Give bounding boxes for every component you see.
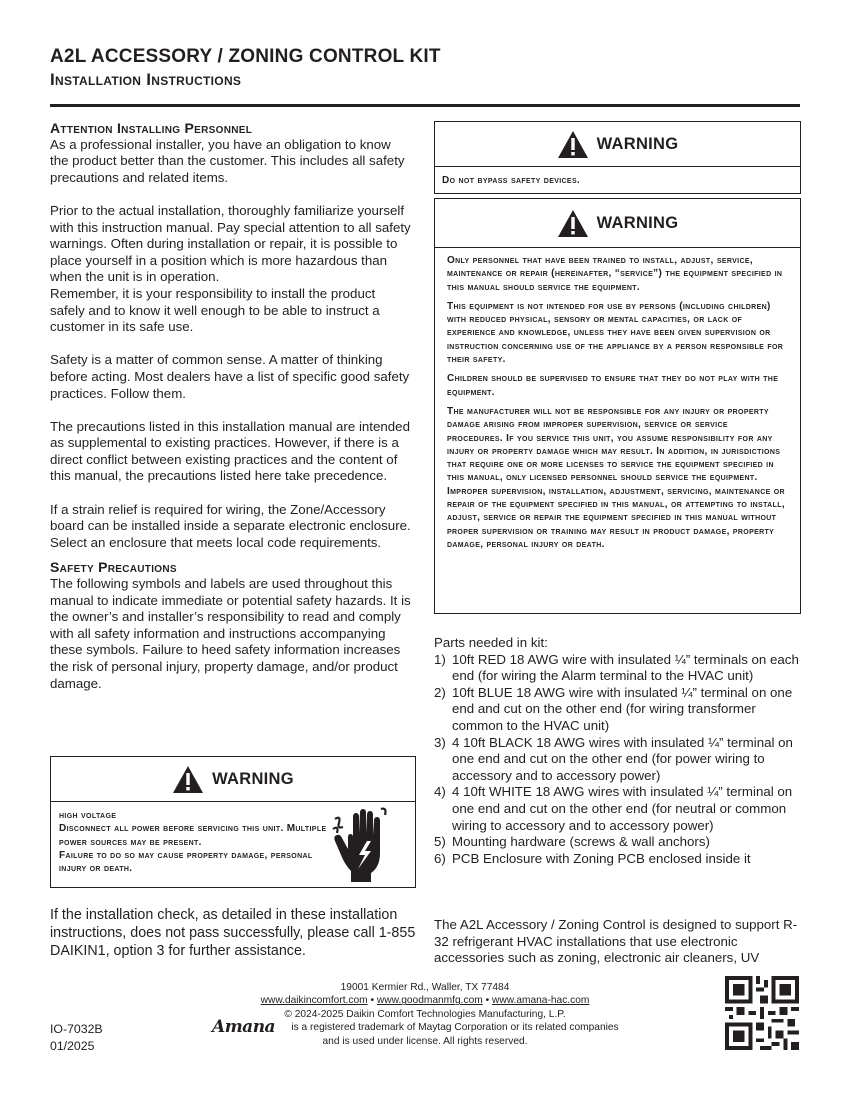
warning-paragraph: Children should be supervised to ensure that they do not play with the equipment.	[447, 373, 779, 398]
list-item	[434, 735, 800, 785]
description-paragraph: The A2L Accessory / Zoning Control is designed to support R-32 refrigerant HVAC installations that use electronic accessories such as zoning, electronic air cleaners, UV	[434, 917, 798, 966]
assistance-paragraph: If the installation check, as detailed in these installation instructions, does not pass successfully, please call 1-855 DAIKIN1, option 3 for further assistance.	[50, 907, 416, 959]
list-item	[434, 685, 800, 735]
qr-code	[724, 976, 800, 1050]
warning-box-high-voltage	[50, 756, 416, 888]
footer-trademark: is a registered trademark of Maytag Corporation or its related companies	[291, 1022, 619, 1034]
document-number: IO-7032B	[50, 1022, 103, 1036]
document-date: 01/2025	[50, 1039, 95, 1053]
footer-link-daikin[interactable]: www.daikincomfort.com	[260, 995, 368, 1007]
warning-line: Failure to do so may cause property damage, personal injury or death.	[59, 849, 313, 875]
safety-paragraph: The following symbols and labels are used throughout this manual to indicate immediate or potential safety hazards. It is the owner’s and installer’s responsibility to read and comply with all safety information and instructions accompanying these symbols. Failure to heed safety information increases the risk of personal injury, property damage, and/or product damage.	[50, 576, 411, 691]
warning-text	[51, 802, 331, 875]
list-number: 3)	[434, 734, 446, 750]
warning-header	[435, 122, 800, 167]
attention-paragraph: Remember, it is your responsibility to install the product safely and to know it well enough to be able to instruct a customer in its safe use.	[50, 285, 380, 335]
list-text: 10ft RED 18 AWG wire with insulated ¼” terminals on each end (for wiring the Alarm terminal to the HVAC unit)	[452, 651, 799, 684]
list-number: 1)	[434, 651, 446, 667]
parts-section	[434, 635, 800, 867]
warning-text	[435, 248, 800, 551]
warning-label: WARNING	[212, 769, 294, 788]
attention-paragraph: As a professional installer, you have an obligation to know the product better than the customer. This includes all safety precautions and related items.	[50, 136, 405, 185]
warning-paragraph: The manufacturer will not be responsible for any injury or property damage arising from improper supervision, service or service procedures. If you service this unit, you assume responsibility for any injury or property damage which may result. In addition, in jurisdictions that require one or more licenses to service the equipment specified in this manual, only licensed personnel should service the equipment. Improper supervision, installation, adjustment, servicing, maintenance or repair of the equipment specified in this manual, or attempting to install, adjust, service or repair the equipment specified in this manual without proper supervision or training may result in product damage, property damage, personal injury or death.	[447, 405, 785, 550]
list-text: Mounting hardware (screws & wall anchors)	[452, 834, 710, 850]
parts-list	[434, 652, 800, 868]
footer-copyright: © 2024-2025 Daikin Comfort Technologies Manufacturing, L.P.	[284, 1008, 566, 1020]
high-voltage-title: high voltage	[59, 810, 117, 821]
list-item	[434, 851, 800, 868]
warning-triangle-icon	[172, 765, 204, 794]
warning-box-bypass	[434, 121, 801, 194]
warning-label: WARNING	[596, 134, 679, 153]
footer	[200, 981, 650, 1048]
electric-shock-hand-icon	[331, 807, 391, 883]
attention-paragraph: The precautions listed in this installation manual are intended as supplemental to existing practices. However, if there is a direct conflict between existing practices and the content of this manual, the precautions listed here take precedence.	[50, 418, 410, 484]
safety-heading: Safety Precautions	[50, 559, 177, 576]
attention-paragraph: Safety is a matter of common sense. A matter of thinking before acting. Most dealers have a list of specific good safety practices. Follow them.	[50, 352, 410, 401]
warning-triangle-icon	[557, 130, 589, 159]
document-title: A2L ACCESSORY / ZONING CONTROL KIT	[50, 46, 441, 67]
attention-heading: Attention Installing Personnel	[50, 120, 253, 136]
warning-paragraph: This equipment is not intended for use by persons (including children) with reduced physical, sensory or mental capacities, or lack of experience and knowledge, unless they have been given supervision or instruction concerning use of the appliance by a person responsible for their safety.	[447, 300, 784, 366]
list-text: 4 10ft WHITE 18 AWG wires with insulated ¼” terminal on one end and cut on the other end (for neutral or common wiring to accessory and to accessory power)	[452, 784, 793, 833]
list-item	[434, 784, 800, 834]
warning-box-personnel	[434, 198, 801, 614]
warning-paragraph: Only personnel that have been trained to install, adjust, service, maintenance or repair (hereinafter, “service”) the equipment specified in this manual should service the equipment.	[447, 255, 783, 293]
list-text: PCB Enclosure with Zoning PCB enclosed inside it	[452, 850, 751, 866]
footer-link-amana[interactable]: www.amana-hac.com	[491, 995, 590, 1007]
warning-header	[435, 199, 800, 248]
attention-paragraph: If a strain relief is required for wiring, the Zone/Accessory board can be installed inside a separate electronic enclosure. Select an enclosure that meets local code requirements.	[50, 501, 411, 550]
amana-logo: Amana	[212, 1017, 276, 1037]
attention-paragraph: Prior to the actual installation, thoroughly familiarize yourself with this instruction manual. Pay special attention to all safety warnings. Often during installation or repair, it is possible to place yourself in a position which is more hazardous than when the unit is in operation.	[50, 202, 411, 285]
document-subtitle: Installation Instructions	[50, 70, 242, 89]
footer-trademark: and is used under license. All rights reserved.	[322, 1035, 528, 1047]
footer-links: www.daikincomfort.com • www.goodmanmfg.com • www.amana-hac.com	[260, 995, 590, 1007]
left-column	[50, 120, 412, 692]
list-number: 4)	[434, 784, 446, 800]
list-text: 10ft BLUE 18 AWG wire with insulated ¼” terminal on one end and cut on the other end (for wiring transformer common to the HVAC unit)	[452, 684, 793, 733]
list-text: 4 10ft BLACK 18 AWG wires with insulated ¼” terminal on one end and cut on the other end (for power wiring to accessory and to accessory power)	[452, 734, 793, 783]
list-number: 2)	[434, 684, 446, 700]
warning-text: Do not bypass safety devices.	[442, 175, 581, 186]
list-number: 5)	[434, 834, 446, 850]
document-number-block	[50, 1021, 103, 1055]
warning-line: Disconnect all power before servicing this unit. Multiple power sources may be present.	[59, 823, 327, 848]
list-number: 6)	[434, 850, 446, 866]
parts-intro: Parts needed in kit:	[434, 635, 548, 650]
warning-triangle-icon	[557, 209, 589, 238]
list-item	[434, 652, 800, 685]
footer-address: 19001 Kermier Rd., Waller, TX 77484	[340, 982, 510, 993]
warning-label: WARNING	[596, 213, 679, 232]
list-item	[434, 834, 800, 851]
warning-header	[51, 757, 415, 802]
header-rule	[50, 104, 800, 107]
footer-link-goodman[interactable]: www.goodmanmfg.com	[376, 995, 483, 1007]
